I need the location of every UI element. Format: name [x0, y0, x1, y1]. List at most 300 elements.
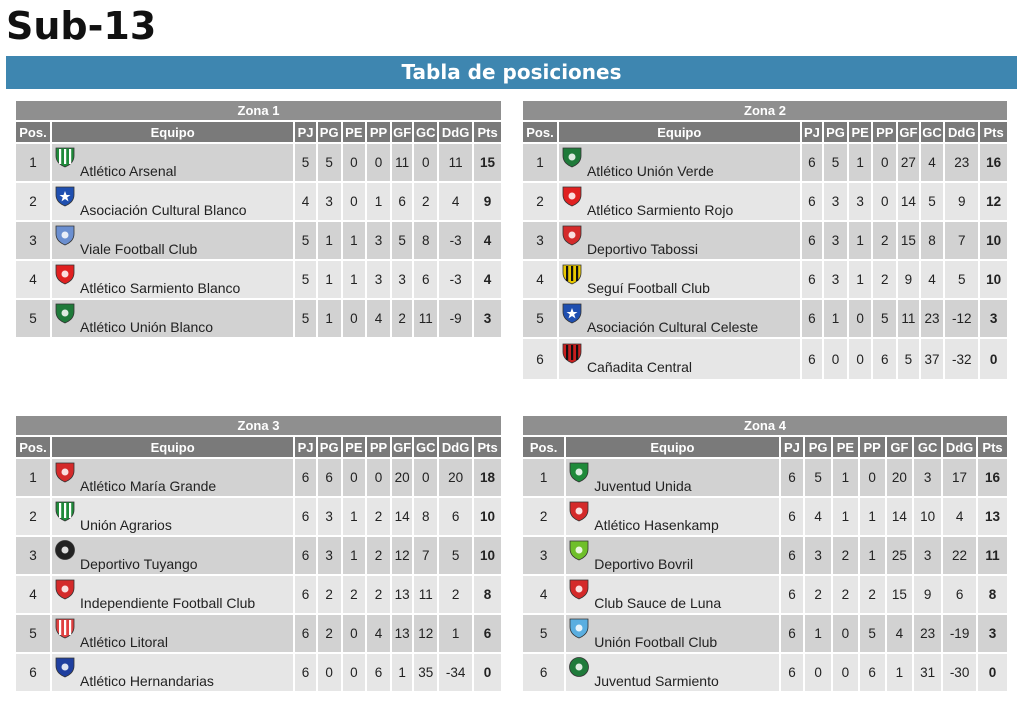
gc-cell: 8: [414, 498, 437, 535]
column-header-ddg: DdG: [439, 437, 472, 457]
pj-cell: 6: [802, 222, 823, 259]
table-row: [523, 183, 1007, 220]
column-header-ddg: DdG: [945, 122, 978, 142]
pts-cell: 10: [474, 537, 501, 574]
pos-cell: 1: [16, 144, 50, 181]
pj-cell: 6: [781, 615, 804, 652]
gf-cell: 5: [898, 339, 919, 379]
team-cell: [52, 654, 293, 691]
pe-cell: 1: [833, 498, 858, 535]
pp-cell: 1: [860, 537, 885, 574]
pos-cell: 2: [523, 183, 557, 220]
gc-cell: 23: [921, 300, 944, 337]
blue-shield-crest-icon: [54, 656, 76, 678]
column-header-gc: GC: [414, 437, 437, 457]
gf-cell: 5: [392, 222, 413, 259]
table-row: [523, 300, 1007, 337]
ddg-cell: 4: [943, 498, 976, 535]
pe-cell: 0: [343, 300, 366, 337]
column-header-pe: PE: [849, 122, 872, 142]
team-name: Atlético Hasenkamp: [594, 516, 719, 533]
pp-cell: 2: [873, 261, 896, 298]
team-name: Independiente Football Club: [80, 594, 256, 611]
team-cell: [52, 300, 293, 337]
pts-cell: 4: [474, 222, 501, 259]
zone-title: Zona 4: [523, 416, 1007, 435]
ddg-cell: 11: [439, 144, 472, 181]
pe-cell: 0: [343, 183, 366, 220]
pe-cell: 1: [849, 222, 872, 259]
pj-cell: 6: [295, 654, 316, 691]
zone-title: Zona 1: [16, 101, 501, 120]
gf-cell: 12: [392, 537, 413, 574]
gc-cell: 5: [921, 183, 944, 220]
gc-cell: 4: [921, 144, 944, 181]
pg-cell: 3: [318, 537, 341, 574]
pe-cell: 2: [833, 576, 858, 613]
table-row: [523, 459, 1007, 496]
table-row: [523, 261, 1007, 298]
column-header-pos: Pos.: [16, 122, 50, 142]
table-row: [16, 537, 501, 574]
column-header-gf: GF: [392, 437, 413, 457]
pp-cell: 0: [860, 459, 885, 496]
gc-cell: 3: [914, 459, 941, 496]
pe-cell: 0: [849, 339, 872, 379]
green-white-shield-crest-icon: [568, 461, 590, 483]
pp-cell: 2: [367, 576, 390, 613]
black-circle-crest-icon: [54, 539, 76, 561]
team-cell: [52, 576, 293, 613]
pos-cell: 5: [16, 300, 50, 337]
gf-cell: 20: [887, 459, 913, 496]
pts-cell: 3: [474, 300, 501, 337]
pe-cell: 1: [833, 459, 858, 496]
team-cell: [559, 300, 800, 337]
gf-cell: 6: [392, 183, 413, 220]
gf-cell: 25: [887, 537, 913, 574]
header-row: [16, 122, 501, 142]
header-row: [523, 122, 1007, 142]
pp-cell: 1: [367, 183, 390, 220]
gf-cell: 14: [887, 498, 913, 535]
team-name: Atlético María Grande: [80, 477, 217, 494]
table-row: [16, 576, 501, 613]
pj-cell: 6: [802, 261, 823, 298]
pe-cell: 1: [343, 537, 366, 574]
green-white-stripes-crest-icon: [54, 500, 76, 522]
team-cell: [52, 615, 293, 652]
gc-cell: 4: [921, 261, 944, 298]
pp-cell: 1: [860, 498, 885, 535]
pos-cell: 2: [16, 498, 50, 535]
pos-cell: 6: [523, 654, 564, 691]
pp-cell: 2: [367, 498, 390, 535]
gc-cell: 7: [414, 537, 437, 574]
team-name: Deportivo Tuyango: [80, 555, 198, 572]
team-name: Cañadita Central: [586, 359, 692, 375]
column-header-team: Equipo: [52, 122, 293, 142]
table-row: [523, 498, 1007, 535]
pts-cell: 15: [474, 144, 501, 181]
pg-cell: 5: [824, 144, 847, 181]
column-header-gc: GC: [914, 437, 941, 457]
pg-cell: 2: [805, 576, 831, 613]
column-header-gc: GC: [921, 122, 944, 142]
green-shield-crest-icon: [54, 302, 76, 324]
ddg-cell: 20: [439, 459, 472, 496]
zone-title: Zona 3: [16, 416, 501, 435]
gf-cell: 4: [887, 615, 913, 652]
pos-cell: 3: [523, 537, 564, 574]
pp-cell: 3: [367, 222, 390, 259]
ddg-cell: 2: [439, 576, 472, 613]
table-row: [523, 615, 1007, 652]
pg-cell: 1: [318, 222, 341, 259]
blue-star-shield-crest-icon: [54, 185, 76, 207]
column-header-pts: Pts: [474, 437, 501, 457]
pg-cell: 1: [318, 261, 341, 298]
green-yellow-shield-crest-icon: [568, 539, 590, 561]
pp-cell: 2: [860, 576, 885, 613]
pos-cell: 5: [16, 615, 50, 652]
pts-cell: 8: [474, 576, 501, 613]
team-name: Atlético Sarmiento Blanco: [80, 279, 241, 296]
pts-cell: 4: [474, 261, 501, 298]
pos-cell: 5: [523, 300, 557, 337]
pe-cell: 0: [833, 615, 858, 652]
pj-cell: 6: [802, 183, 823, 220]
gc-cell: 10: [914, 498, 941, 535]
pg-cell: 0: [805, 654, 831, 691]
pe-cell: 0: [343, 654, 366, 691]
standings-table: [521, 120, 1009, 381]
team-name: Atlético Unión Blanco: [80, 318, 214, 335]
pg-cell: 1: [824, 300, 847, 337]
ddg-cell: 9: [945, 183, 978, 220]
pj-cell: 6: [802, 300, 823, 337]
pg-cell: 3: [318, 183, 341, 220]
pj-cell: 6: [781, 537, 804, 574]
table-row: [16, 261, 501, 298]
red-white-shield-crest-icon: [568, 578, 590, 600]
pg-cell: 3: [824, 261, 847, 298]
pos-cell: 3: [523, 222, 557, 259]
team-name: Juventud Unida: [594, 477, 692, 494]
gc-cell: 0: [414, 144, 437, 181]
red-shield-crest-icon: [54, 263, 76, 285]
gc-cell: 3: [914, 537, 941, 574]
table-row: [16, 459, 501, 496]
green-circle-crest-icon: [568, 656, 590, 678]
pj-cell: 6: [295, 498, 316, 535]
team-cell: [559, 339, 800, 379]
pos-cell: 1: [523, 459, 564, 496]
ddg-cell: 1: [439, 615, 472, 652]
pos-cell: 4: [523, 261, 557, 298]
column-header-pts: Pts: [980, 122, 1007, 142]
pg-cell: 3: [824, 222, 847, 259]
pp-cell: 0: [873, 183, 896, 220]
pos-cell: 4: [16, 576, 50, 613]
standings-table: [521, 435, 1009, 693]
column-header-gf: GF: [887, 437, 913, 457]
pp-cell: 2: [367, 537, 390, 574]
ddg-cell: -9: [439, 300, 472, 337]
pp-cell: 6: [873, 339, 896, 379]
gc-cell: 8: [921, 222, 944, 259]
column-header-pe: PE: [343, 437, 366, 457]
red-black-stripes-crest-icon: [561, 342, 583, 364]
ddg-cell: 5: [439, 537, 472, 574]
column-header-team: Equipo: [52, 437, 293, 457]
pj-cell: 6: [802, 339, 823, 379]
gc-cell: 8: [414, 222, 437, 259]
team-name: Atlético Hernandarias: [80, 672, 214, 689]
gf-cell: 9: [898, 261, 919, 298]
pos-cell: 3: [16, 537, 50, 574]
column-header-team: Equipo: [559, 122, 800, 142]
light-blue-shield-crest-icon: [568, 617, 590, 639]
team-cell: [559, 183, 800, 220]
pj-cell: 5: [295, 300, 316, 337]
zone-1-table: [14, 101, 503, 339]
table-row: [16, 615, 501, 652]
pj-cell: 5: [295, 144, 316, 181]
ddg-cell: 22: [943, 537, 976, 574]
team-cell: [52, 222, 293, 259]
column-header-pos: Pos.: [523, 437, 564, 457]
blue-white-shield-crest-icon: [54, 224, 76, 246]
pj-cell: 6: [781, 576, 804, 613]
gc-cell: 37: [921, 339, 944, 379]
pp-cell: 4: [367, 300, 390, 337]
column-header-pg: PG: [318, 122, 341, 142]
red-shield-crest-icon: [561, 185, 583, 207]
green-white-stripes-crest-icon: [54, 146, 76, 168]
pe-cell: 0: [343, 615, 366, 652]
team-name: Atlético Unión Verde: [586, 162, 714, 179]
gc-cell: 2: [414, 183, 437, 220]
team-cell: [559, 222, 800, 259]
gf-cell: 14: [898, 183, 919, 220]
pts-cell: 9: [474, 183, 501, 220]
gc-cell: 23: [914, 615, 941, 652]
yellow-black-stripes-crest-icon: [561, 263, 583, 285]
ddg-cell: -12: [945, 300, 978, 337]
column-header-pts: Pts: [978, 437, 1007, 457]
table-row: [523, 654, 1007, 691]
pe-cell: 0: [343, 459, 366, 496]
zone-3-table: [14, 416, 503, 693]
column-header-pp: PP: [367, 437, 390, 457]
table-row: [16, 654, 501, 691]
pj-cell: 5: [295, 222, 316, 259]
pts-cell: 16: [978, 459, 1007, 496]
table-row: [16, 144, 501, 181]
table-row: [16, 222, 501, 259]
green-shield-crest-icon: [561, 146, 583, 168]
red-white-stripes-crest-icon: [54, 617, 76, 639]
pp-cell: 6: [367, 654, 390, 691]
team-cell: [52, 144, 293, 181]
pj-cell: 5: [295, 261, 316, 298]
column-header-pg: PG: [824, 122, 847, 142]
pg-cell: 3: [805, 537, 831, 574]
pos-cell: 2: [16, 183, 50, 220]
pts-cell: 10: [980, 222, 1007, 259]
pe-cell: 1: [343, 498, 366, 535]
column-header-gc: GC: [414, 122, 437, 142]
pe-cell: 0: [343, 144, 366, 181]
gf-cell: 3: [392, 261, 413, 298]
pj-cell: 4: [295, 183, 316, 220]
team-name: Viale Football Club: [80, 240, 198, 257]
ddg-cell: 5: [945, 261, 978, 298]
table-row: [523, 537, 1007, 574]
pts-cell: 10: [980, 261, 1007, 298]
team-name: Atlético Litoral: [80, 633, 168, 650]
pos-cell: 4: [523, 576, 564, 613]
column-header-pj: PJ: [781, 437, 804, 457]
team-cell: [559, 261, 800, 298]
pts-cell: 6: [474, 615, 501, 652]
column-header-ddg: DdG: [439, 122, 472, 142]
team-name: Asociación Cultural Blanco: [80, 201, 247, 218]
team-cell: [52, 459, 293, 496]
pts-cell: 3: [978, 615, 1007, 652]
team-cell: [566, 537, 778, 574]
pg-cell: 0: [318, 654, 341, 691]
team-cell: [559, 144, 800, 181]
column-header-pp: PP: [860, 437, 885, 457]
pe-cell: 2: [343, 576, 366, 613]
pg-cell: 4: [805, 498, 831, 535]
table-row: [523, 339, 1007, 379]
zone-title: Zona 2: [523, 101, 1007, 120]
gc-cell: 12: [414, 615, 437, 652]
gc-cell: 6: [414, 261, 437, 298]
pe-cell: 1: [343, 222, 366, 259]
pj-cell: 6: [781, 498, 804, 535]
ddg-cell: -3: [439, 261, 472, 298]
gf-cell: 27: [898, 144, 919, 181]
team-name: Deportivo Bovril: [594, 555, 694, 572]
column-header-pg: PG: [805, 437, 831, 457]
gc-cell: 35: [414, 654, 437, 691]
ddg-cell: -19: [943, 615, 976, 652]
gf-cell: 11: [392, 144, 413, 181]
pos-cell: 5: [523, 615, 564, 652]
column-header-pj: PJ: [802, 122, 823, 142]
pe-cell: 2: [833, 537, 858, 574]
gf-cell: 15: [887, 576, 913, 613]
pts-cell: 8: [978, 576, 1007, 613]
pts-cell: 18: [474, 459, 501, 496]
ddg-cell: 7: [945, 222, 978, 259]
pe-cell: 0: [833, 654, 858, 691]
pg-cell: 3: [824, 183, 847, 220]
gf-cell: 14: [392, 498, 413, 535]
team-name: Seguí Football Club: [586, 279, 710, 296]
team-name: Atlético Sarmiento Rojo: [586, 201, 734, 218]
team-name: Unión Agrarios: [80, 516, 172, 533]
pj-cell: 6: [295, 537, 316, 574]
red-white-shield-crest-icon: [561, 224, 583, 246]
ddg-cell: 6: [943, 576, 976, 613]
column-header-gf: GF: [898, 122, 919, 142]
pe-cell: 0: [849, 300, 872, 337]
team-cell: [566, 654, 778, 691]
team-name: Juventud Sarmiento: [594, 672, 719, 689]
team-cell: [52, 498, 293, 535]
ddg-cell: -32: [945, 339, 978, 379]
pg-cell: 2: [318, 576, 341, 613]
team-name: Asociación Cultural Celeste: [586, 318, 759, 335]
pp-cell: 4: [367, 615, 390, 652]
gc-cell: 0: [414, 459, 437, 496]
gc-cell: 31: [914, 654, 941, 691]
pos-cell: 6: [16, 654, 50, 691]
team-cell: [52, 537, 293, 574]
ddg-cell: 17: [943, 459, 976, 496]
standings-banner: Tabla de posiciones: [6, 56, 1017, 89]
red-white-shield-crest-icon: [568, 500, 590, 522]
pts-cell: 16: [980, 144, 1007, 181]
pts-cell: 0: [980, 339, 1007, 379]
ddg-cell: 4: [439, 183, 472, 220]
ddg-cell: -34: [439, 654, 472, 691]
pe-cell: 1: [849, 261, 872, 298]
pg-cell: 5: [805, 459, 831, 496]
pj-cell: 6: [295, 459, 316, 496]
blue-star-shield-crest-icon: [561, 302, 583, 324]
table-row: [523, 576, 1007, 613]
pts-cell: 3: [980, 300, 1007, 337]
pp-cell: 0: [873, 144, 896, 181]
team-name: Unión Football Club: [594, 633, 718, 650]
column-header-team: Equipo: [566, 437, 778, 457]
column-header-pos: Pos.: [523, 122, 557, 142]
gf-cell: 20: [392, 459, 413, 496]
standings-table: [14, 435, 503, 693]
gc-cell: 11: [414, 300, 437, 337]
team-cell: [566, 459, 778, 496]
column-header-pg: PG: [318, 437, 341, 457]
red-shield-crest-icon: [54, 461, 76, 483]
pts-cell: 0: [978, 654, 1007, 691]
gf-cell: 13: [392, 576, 413, 613]
column-header-pe: PE: [833, 437, 858, 457]
pp-cell: 6: [860, 654, 885, 691]
ddg-cell: -3: [439, 222, 472, 259]
gf-cell: 15: [898, 222, 919, 259]
pos-cell: 2: [523, 498, 564, 535]
pp-cell: 2: [873, 222, 896, 259]
pos-cell: 1: [523, 144, 557, 181]
pts-cell: 10: [474, 498, 501, 535]
pj-cell: 6: [781, 459, 804, 496]
zone-4-table: [521, 416, 1009, 693]
column-header-pts: Pts: [474, 122, 501, 142]
team-cell: [566, 615, 778, 652]
page-title: Sub-13: [6, 4, 157, 48]
zone-2-table: [521, 101, 1009, 381]
column-header-pj: PJ: [295, 122, 316, 142]
pp-cell: 0: [367, 144, 390, 181]
column-header-gf: GF: [392, 122, 413, 142]
team-name: Atlético Arsenal: [80, 162, 177, 179]
